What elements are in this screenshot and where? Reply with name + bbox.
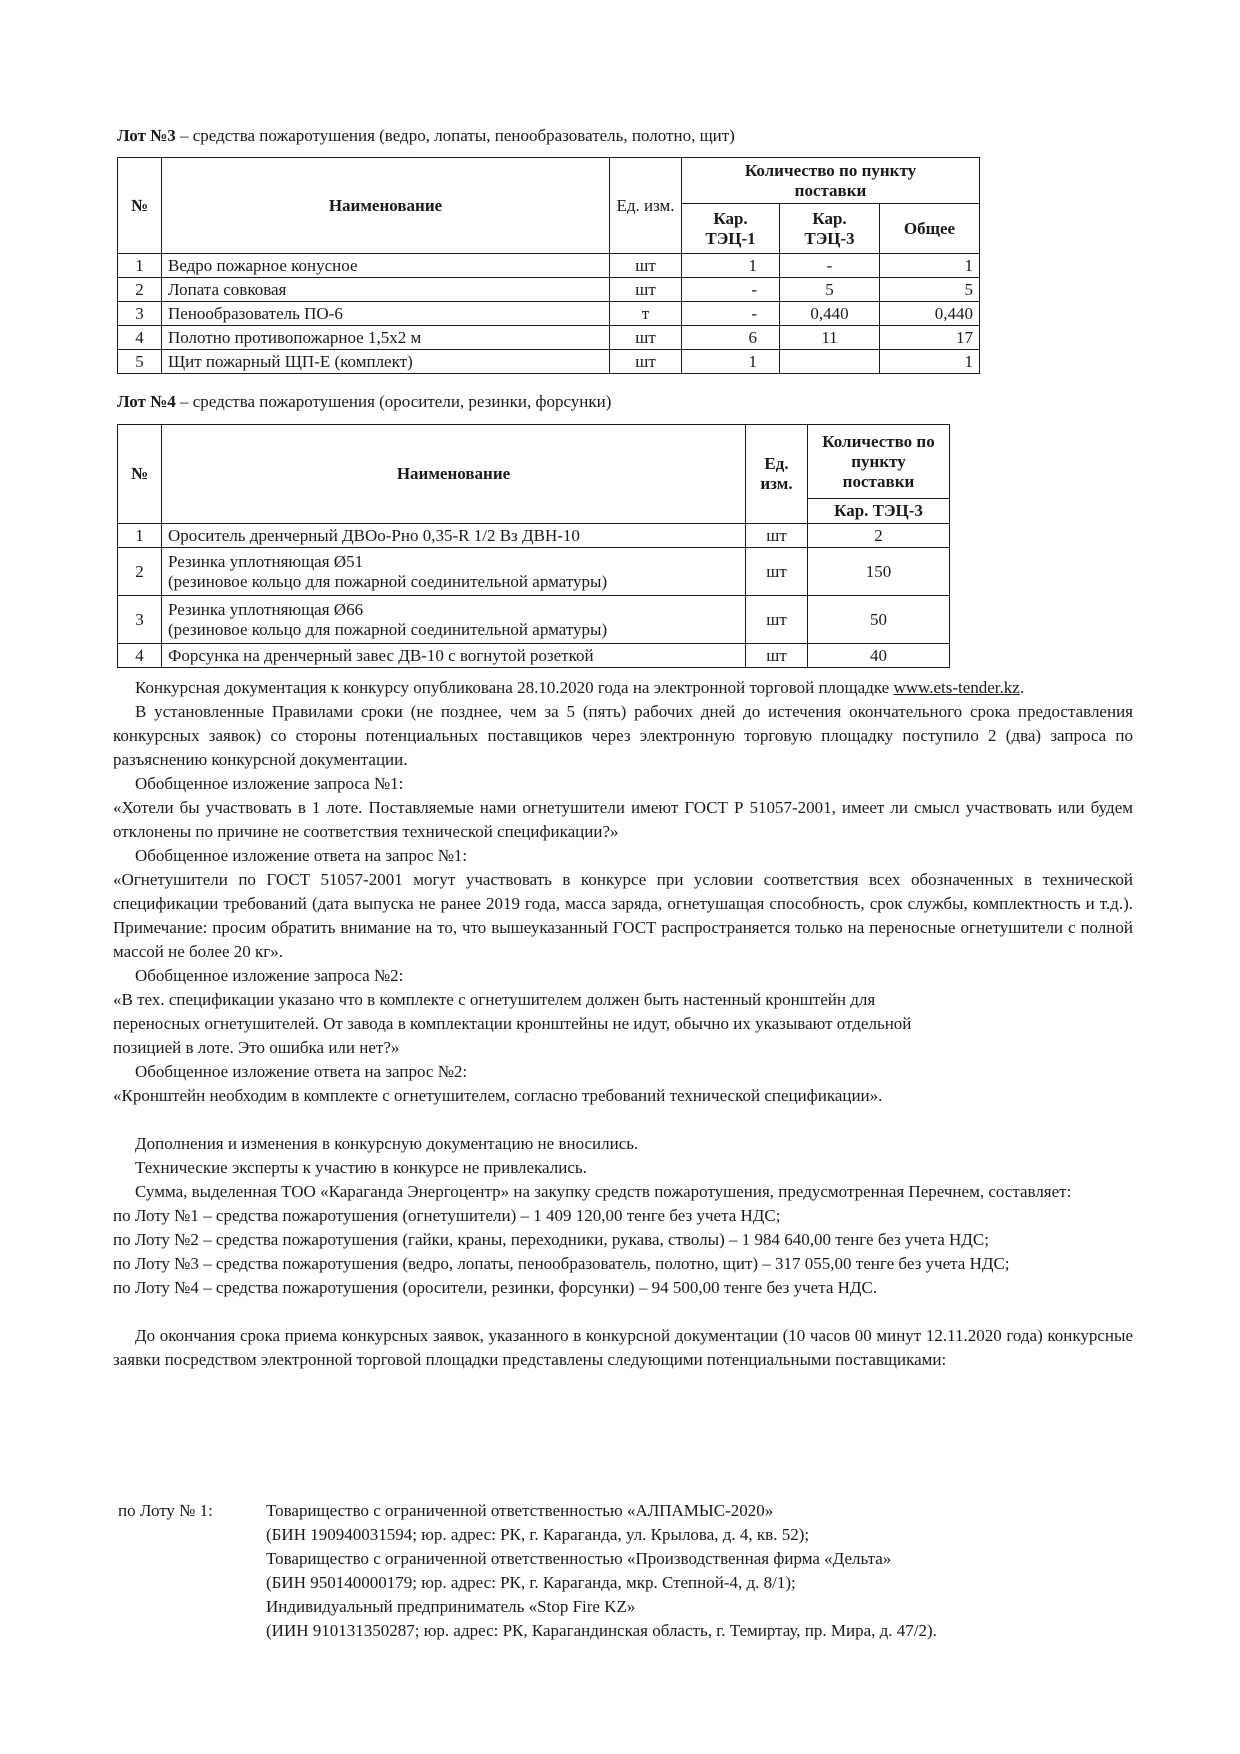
table-row (118, 350, 980, 374)
lot3-cell-total: 1 (880, 254, 980, 278)
lot3-title-bold: Лот №3 (117, 126, 176, 145)
budget-lot4: по Лоту №4 – средства пожаротушения (оросители, резинки, форсунки) – 94 500,00 тенге без учета НДС. (113, 1278, 878, 1297)
table-row (118, 644, 950, 668)
lot4-cell-name-line2: (резиновое кольцо для пожарной соединительной арматуры) (168, 571, 608, 591)
publication-end: . (1019, 678, 1025, 697)
request2-text (113, 988, 1133, 1060)
request2-heading: Обобщенное изложение запроса №2: (135, 966, 404, 985)
lot3-cell-name: Лопата совковая (162, 278, 610, 302)
no-changes-text: Дополнения и изменения в конкурсную документацию не вносились. (135, 1134, 639, 1153)
answer2-text: «Кронштейн необходим в комплекте с огнетушителем, согласно требований технической спецификации». (113, 1086, 883, 1105)
table-row (118, 302, 980, 326)
lot3-header-total: Общее (880, 204, 980, 254)
lot3-cell-tec3: 5 (780, 278, 880, 302)
lot3-header-tec1: Кар. ТЭЦ-1 (682, 204, 780, 254)
lot4-cell-name (162, 548, 746, 596)
lot3-cell-num: 4 (118, 326, 162, 350)
budget-lot2: по Лоту №2 – средства пожаротушения (гайки, краны, переходники, рукава, стволы) – 1 984 640,00 тенге без учета НДС; (113, 1230, 989, 1249)
request1-heading: Обобщенное изложение запроса №1: (135, 774, 404, 793)
lot3-cell-total: 5 (880, 278, 980, 302)
lot3-header-num: № (118, 158, 162, 254)
lot4-header-name: Наименование (162, 425, 746, 524)
lot4-cell-name-line1: Резинка уплотняющая Ø66 (168, 599, 364, 619)
lot3-cell-name: Ведро пожарное конусное (162, 254, 610, 278)
budget-lot1: по Лоту №1 – средства пожаротушения (огнетушители) – 1 409 120,00 тенге без учета НДС; (113, 1206, 781, 1225)
supplier-line: Товарищество с ограниченной ответственностью «Производственная фирма «Дельта» (266, 1549, 892, 1568)
lot4-cell-unit: шт (746, 596, 808, 644)
no-experts-text: Технические эксперты к участию в конкурсе не привлекались. (135, 1158, 587, 1177)
request2-line2: переносных огнетушителей. От завода в комплектации кронштейны не идут, обычно их указывают отдельной (113, 1014, 912, 1033)
lot3-cell-tec1: 6 (682, 326, 780, 350)
lot3-cell-tec3: - (780, 254, 880, 278)
supplier-line: (ИИН 910131350287; юр. адрес: РК, Карагандинская область, г. Темиртау, пр. Мира, д. 47/2). (266, 1621, 937, 1640)
request1-text: «Хотели бы участвовать в 1 лоте. Поставляемые нами огнетушители имеют ГОСТ Р 51057-2001, имеет ли смысл участвовать или будем отклонены по причине не соответствия технической спецификации?» (113, 798, 1133, 841)
table-row (118, 548, 950, 596)
lot4-title-bold: Лот №4 (117, 392, 176, 411)
paragraph-requests: В установленные Правилами сроки (не позднее, чем за 5 (пять) рабочих дней до истечения окончательного срока предоставления конкурсных заявок) со стороны потенциальных поставщиков через электронную торговую площадку поступило 2 (два) запроса по разъяснению конкурсной документации. (113, 702, 1133, 769)
lot4-cell-num: 2 (118, 548, 162, 596)
lot4-cell-name-line1: Резинка уплотняющая Ø51 (168, 551, 364, 571)
lot4-header-unit: Ед. изм. (746, 425, 808, 524)
table-row (118, 326, 980, 350)
lot3-header-unit: Ед. изм. (610, 158, 682, 254)
body-text (113, 676, 1133, 1372)
lot3-cell-total: 17 (880, 326, 980, 350)
lot3-cell-num: 2 (118, 278, 162, 302)
lot4-title (117, 392, 611, 412)
lot3-header-tec3: Кар. ТЭЦ-3 (780, 204, 880, 254)
supplier-line: (БИН 190940031594; юр. адрес: РК, г. Караганда, ул. Крылова, д. 4, кв. 52); (266, 1525, 810, 1544)
lot3-cell-tec3 (780, 350, 880, 374)
lot4-cell-qty: 2 (808, 524, 950, 548)
lot3-cell-unit: шт (610, 278, 682, 302)
lot4-cell-name-line1: Ороситель дренчерный ДВОо-Рно 0,35-R 1/2 Вз ДВН-10 (168, 525, 580, 545)
lot4-cell-num: 3 (118, 596, 162, 644)
supplier-line: Товарищество с ограниченной ответственностью «АЛПАМЫС-2020» (266, 1501, 774, 1520)
lot3-cell-tec1: - (682, 302, 780, 326)
request2-line1: «В тех. спецификации указано что в комплекте с огнетушителем должен быть настенный кронштейн для (113, 990, 876, 1009)
lot4-cell-qty: 150 (808, 548, 950, 596)
budget-lot3: по Лоту №3 – средства пожаротушения (ведро, лопаты, пенообразователь, полотно, щит) – 317 055,00 тенге без учета НДС; (113, 1254, 1010, 1273)
table-row (118, 254, 980, 278)
lot4-cell-num: 1 (118, 524, 162, 548)
suppliers-lot-label: по Лоту № 1: (118, 1501, 213, 1520)
bids-intro-text: До окончания срока приема конкурсных заявок, указанного в конкурсной документации (10 часов 00 минут 12.11.2020 года) конкурсные заявки посредством электронной торговой площадки представлены следующими потенциальными поставщиками: (113, 1326, 1133, 1369)
lot4-cell-qty: 50 (808, 596, 950, 644)
lot4-cell-unit: шт (746, 644, 808, 668)
lot4-table (117, 424, 950, 668)
lot4-cell-name (162, 596, 746, 644)
spacer (113, 1300, 1133, 1324)
lot3-cell-num: 3 (118, 302, 162, 326)
lot3-cell-name: Полотно противопожарное 1,5х2 м (162, 326, 610, 350)
lot4-cell-name (162, 524, 746, 548)
lot3-cell-name: Пенообразователь ПО-6 (162, 302, 610, 326)
lot3-cell-unit: шт (610, 350, 682, 374)
lot4-cell-unit: шт (746, 524, 808, 548)
lot4-cell-name-line2: (резиновое кольцо для пожарной соединительной арматуры) (168, 619, 608, 639)
lot3-cell-unit: шт (610, 326, 682, 350)
answer1-text: «Огнетушители по ГОСТ 51057-2001 могут участвовать в конкурсе при условии соответствия всех обозначенных в технической спецификации требований (дата выпуска не ранее 2019 года, масса заряда, огнетушащая способность, срок службы, комплектность и т.д.). Примечание: просим обратить внимание на то, что вышеуказанный ГОСТ распространяется только на переносные огнетушители с полной массой не более 20 кг». (113, 870, 1133, 961)
paragraph-publication (113, 676, 1133, 700)
lot3-cell-tec1: - (682, 278, 780, 302)
table-row (118, 524, 950, 548)
lot3-cell-tec1: 1 (682, 254, 780, 278)
supplier-line: Индивидуальный предприниматель «Stop Fire KZ» (266, 1597, 636, 1616)
lot3-title (117, 126, 735, 146)
lot3-cell-name: Щит пожарный ЩП-Е (комплект) (162, 350, 610, 374)
answer2-heading: Обобщенное изложение ответа на запрос №2: (135, 1062, 468, 1081)
table-row (118, 596, 950, 644)
lot3-cell-num: 5 (118, 350, 162, 374)
lot3-cell-unit: т (610, 302, 682, 326)
lot3-cell-total: 0,440 (880, 302, 980, 326)
lot3-header-qty: Количество по пункту поставки (682, 158, 980, 204)
request2-line3: позицией в лоте. Это ошибка или нет?» (113, 1038, 400, 1057)
budget-intro-text: Сумма, выделенная ТОО «Караганда Энергоцентр» на закупку средств пожаротушения, предусмотренная Перечнем, составляет: (135, 1182, 1072, 1201)
lot3-cell-unit: шт (610, 254, 682, 278)
spacer (113, 1108, 1133, 1132)
lot4-header-qty: Количество по пункту поставки (808, 425, 950, 499)
suppliers-list (266, 1499, 1146, 1643)
lot3-header-name: Наименование (162, 158, 610, 254)
lot4-cell-unit: шт (746, 548, 808, 596)
lot4-cell-name (162, 644, 746, 668)
lot4-cell-num: 4 (118, 644, 162, 668)
lot3-cell-total: 1 (880, 350, 980, 374)
lot4-cell-name-line1: Форсунка на дренчерный завес ДВ-10 с вогнутой розеткой (168, 645, 594, 665)
lot4-cell-qty: 40 (808, 644, 950, 668)
supplier-line: (БИН 950140000179; юр. адрес: РК, г. Караганда, мкр. Степной-4, д. 8/1); (266, 1573, 796, 1592)
lot3-table (117, 157, 980, 374)
lot4-header-tec3: Кар. ТЭЦ-3 (808, 499, 950, 524)
table-row (118, 278, 980, 302)
answer1-heading: Обобщенное изложение ответа на запрос №1: (135, 846, 468, 865)
lot4-header-num: № (118, 425, 162, 524)
lot3-cell-tec3: 11 (780, 326, 880, 350)
lot3-cell-tec3: 0,440 (780, 302, 880, 326)
ets-tender-link[interactable]: www.ets-tender.kz (893, 678, 1020, 697)
lot3-cell-tec1: 1 (682, 350, 780, 374)
lot3-cell-num: 1 (118, 254, 162, 278)
publication-text: Конкурсная документация к конкурсу опубликована 28.10.2020 года на электронной торговой площадке (135, 678, 890, 697)
lot4-title-rest: – средства пожаротушения (оросители, резинки, форсунки) (175, 392, 612, 411)
lot3-title-rest: – средства пожаротушения (ведро, лопаты, пенообразователь, полотно, щит) (175, 126, 735, 145)
